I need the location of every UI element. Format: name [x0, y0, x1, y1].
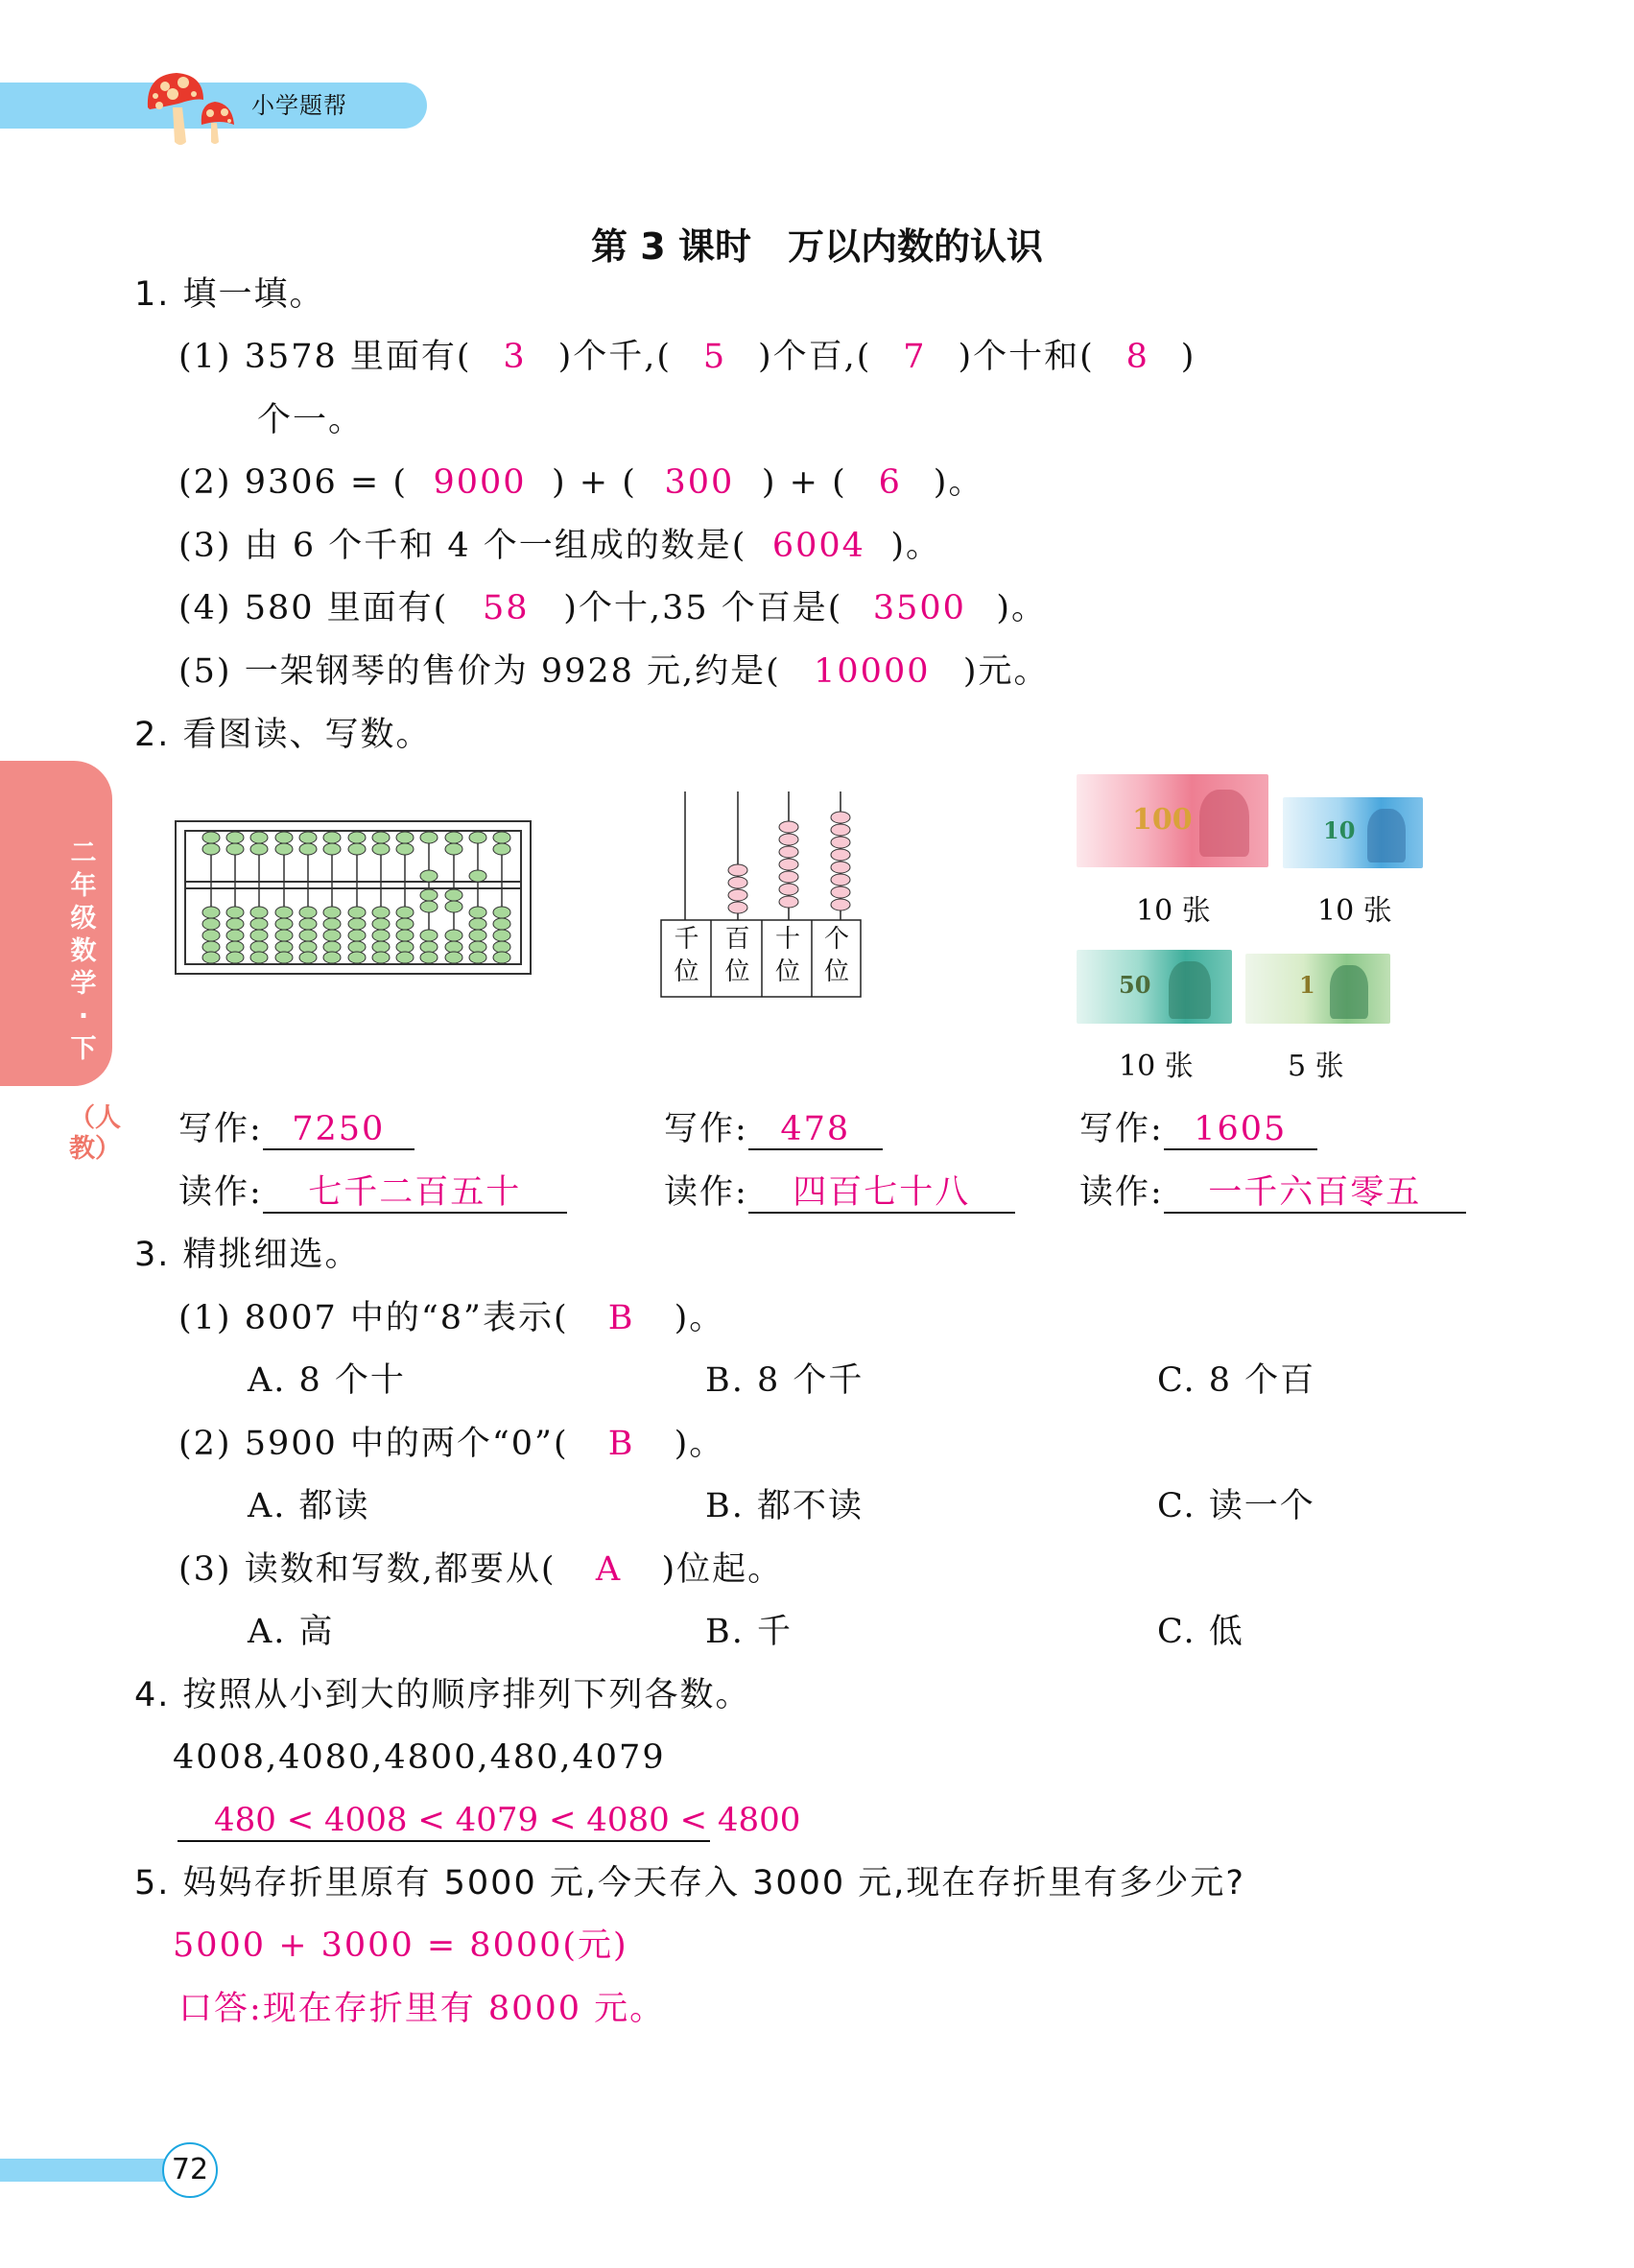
- place-tens: 十位: [774, 925, 800, 986]
- banknote-10: 10: [1283, 797, 1423, 868]
- q3-3-option-a: A. 高: [248, 1613, 335, 1651]
- write-row-1: 写作: 7250: [178, 1108, 414, 1150]
- write-row-3: 写作: 1605: [1079, 1108, 1317, 1150]
- mushroom-icon: [144, 59, 240, 146]
- q3-item-1: (1) 8007 中的“8”表示( B )。: [178, 1299, 725, 1337]
- q5-equation: 5000 + 3000 = 8000(元): [173, 1926, 628, 1965]
- read-row-1: 读作: 七千二百五十: [178, 1171, 567, 1214]
- q4-answer: 480 < 4008 < 4079 < 4080 < 4800: [214, 1801, 801, 1839]
- q2-heading: 2. 看图读、写数。: [134, 716, 432, 754]
- place-ones: 个位: [823, 925, 849, 986]
- portrait: [1169, 961, 1211, 1019]
- banknote-100: 100: [1077, 774, 1268, 867]
- footer-bar: [0, 2159, 168, 2182]
- portrait: [1330, 965, 1368, 1019]
- answer: 300: [664, 463, 735, 502]
- q1-item-4: (4) 580 里面有( 58 )个十,35 个百是( 3500 )。: [178, 589, 1048, 627]
- page-number: 72: [162, 2142, 218, 2198]
- answer: 7: [903, 338, 927, 376]
- write-answer: 1605: [1164, 1110, 1317, 1150]
- answer: 6: [878, 463, 902, 502]
- q1-item-2: (2) 9306 = ( 9000 ) + ( 300 ) + ( 6 )。: [178, 463, 984, 502]
- choice-answer: B: [607, 1425, 635, 1463]
- write-answer: 478: [748, 1110, 883, 1150]
- q3-item-2: (2) 5900 中的两个“0”( B )。: [178, 1425, 725, 1463]
- banknote-50: 50: [1077, 950, 1232, 1024]
- portrait: [1199, 790, 1249, 857]
- choice-answer: B: [607, 1299, 635, 1337]
- q1-heading: 1. 填一填。: [134, 275, 325, 314]
- q3-1-option-c: C. 8 个百: [1157, 1361, 1316, 1400]
- note-count-1: 5 张: [1288, 1050, 1344, 1083]
- q5-answer: 口答:现在存折里有 8000 元。: [178, 1990, 666, 2028]
- q3-2-option-c: C. 读一个: [1157, 1487, 1315, 1525]
- counter-place-labels: [661, 923, 861, 988]
- portrait: [1367, 809, 1406, 862]
- page-title: 第 3 课时 万以内数的认识: [591, 225, 1043, 268]
- publisher-label: （人教）: [69, 1103, 121, 1164]
- q3-1-option-a: A. 8 个十: [248, 1361, 406, 1400]
- q3-1-option-b: B. 8 个千: [705, 1361, 864, 1400]
- q1-item-5: (5) 一架钢琴的售价为 9928 元,约是( 10000 )元。: [178, 652, 1050, 691]
- q1-item-3: (3) 由 6 个千和 4 个一组成的数是( 6004 )。: [178, 527, 942, 565]
- side-tab: [0, 761, 112, 1086]
- q3-item-3: (3) 读数和写数,都要从( A )位起。: [178, 1550, 784, 1589]
- answer: 10000: [814, 652, 931, 691]
- read-answer: 四百七十八: [748, 1173, 1015, 1214]
- read-answer: 七千二百五十: [263, 1173, 567, 1214]
- q3-3-option-c: C. 低: [1157, 1613, 1244, 1651]
- read-answer: 一千六百零五: [1164, 1173, 1466, 1214]
- write-answer: 7250: [263, 1110, 414, 1150]
- q4-answer-line: [178, 1800, 801, 1842]
- abacus-image: [175, 820, 532, 976]
- q1-item-1: (1) 3578 里面有( 3 )个千,( 5 )个百,( 7 )个十和( 8 ): [178, 338, 1196, 376]
- read-row-3: 读作: 一千六百零五: [1079, 1171, 1466, 1214]
- q3-2-option-b: B. 都不读: [705, 1487, 864, 1525]
- answer: 5: [702, 338, 727, 376]
- brand-name: 小学题帮: [251, 92, 347, 119]
- q1-item-1-cont: 个一。: [257, 401, 365, 439]
- note-count-10: 10 张: [1317, 894, 1392, 928]
- choice-answer: A: [595, 1550, 623, 1589]
- answer: 8: [1125, 338, 1149, 376]
- note-count-50: 10 张: [1119, 1050, 1194, 1083]
- answer: 58: [483, 589, 530, 627]
- answer: 3500: [872, 589, 966, 627]
- grade-label: 二年级数学·下: [70, 839, 97, 1064]
- q3-heading: 3. 精挑细选。: [134, 1236, 361, 1274]
- answer: 6004: [771, 527, 865, 565]
- q3-2-option-a: A. 都读: [248, 1487, 370, 1525]
- write-row-2: 写作: 478: [664, 1108, 883, 1150]
- read-row-2: 读作: 四百七十八: [664, 1171, 1015, 1214]
- q3-3-option-b: B. 千: [705, 1613, 793, 1651]
- q4-heading: 4. 按照从小到大的顺序排列下列各数。: [134, 1676, 751, 1714]
- q5-heading: 5. 妈妈存折里原有 5000 元,今天存入 3000 元,现在存折里有多少元?: [134, 1864, 1245, 1902]
- place-hundreds: 百位: [724, 925, 750, 986]
- q4-numbers: 4008,4080,4800,480,4079: [173, 1738, 666, 1777]
- place-thousands: 千位: [674, 925, 699, 986]
- note-count-100: 10 张: [1136, 894, 1211, 928]
- banknote-1: 1: [1245, 954, 1390, 1024]
- answer: 9000: [433, 463, 527, 502]
- answer: 3: [503, 338, 527, 376]
